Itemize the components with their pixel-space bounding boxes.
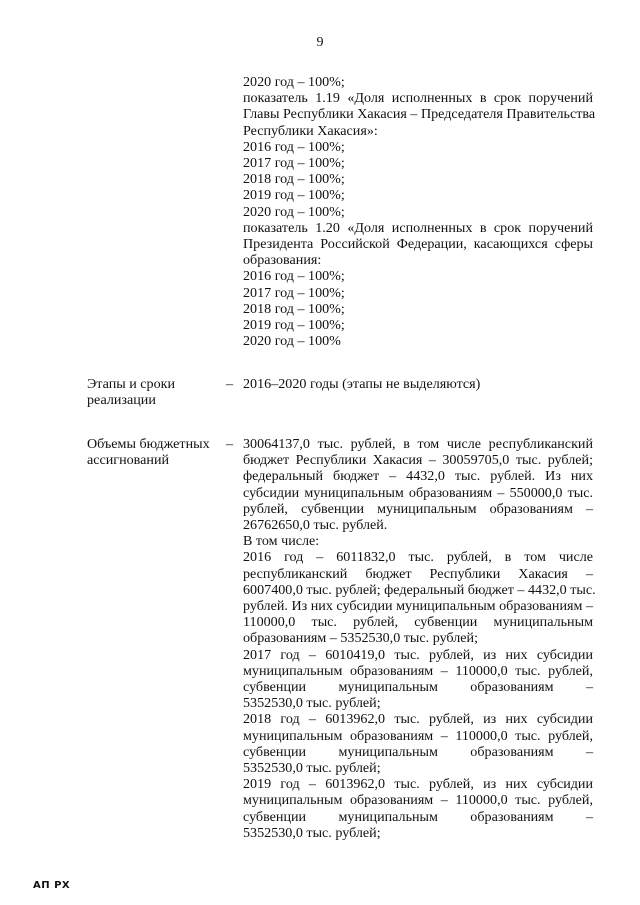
footer-mark: АП РХ	[33, 880, 71, 891]
budget-line: 2019 год – 6013962,0 тыс. рублей, из них субсидии	[243, 776, 593, 793]
budget-line: 26762650,0 тыс. рублей.	[243, 517, 388, 534]
budget-line: муниципальным образованиям – 110000,0 тыс. рублей,	[243, 727, 593, 744]
budget-line: рублей. Из них субсидии муниципальным образованиям –	[243, 598, 593, 615]
stages-label-line: реализации	[87, 392, 156, 409]
indicator-line: 2019 год – 100%;	[243, 187, 345, 204]
budget-line: федеральный бюджет – 4432,0 тыс. рублей. Из них	[243, 468, 593, 485]
budget-line: 5352530,0 тыс. рублей;	[243, 760, 381, 777]
budget-line: республиканский бюджет Республики Хакасия –	[243, 565, 593, 582]
budget-line: субсидии муниципальным образованиям – 550000,0 тыс.	[243, 484, 593, 501]
budget-line: субвенции муниципальным образованиям –	[243, 679, 593, 696]
indicator-line: 2020 год – 100%	[243, 333, 341, 350]
budget-label	[87, 436, 222, 468]
budget-block	[243, 436, 596, 841]
indicator-line: 2020 год – 100%;	[243, 74, 345, 90]
indicators-block	[243, 74, 596, 350]
indicator-line: 2016 год – 100%;	[243, 268, 345, 285]
budget-line: субвенции муниципальным образованиям –	[243, 743, 593, 760]
budget-label-line: ассигнований	[87, 452, 170, 469]
indicator-line: Республики Хакасия»:	[243, 122, 378, 139]
indicator-line: 2017 год – 100%;	[243, 284, 345, 301]
budget-line: 110000,0 тыс. рублей, субвенции муниципальным	[243, 614, 593, 631]
budget-line: образованиям – 5352530,0 тыс. рублей;	[243, 630, 478, 647]
stages-dash: –	[226, 376, 234, 392]
budget-line: 2017 год – 6010419,0 тыс. рублей, из них субсидии	[243, 646, 593, 663]
indicator-line: Главы Республики Хакасия – Председателя Правительства	[243, 106, 596, 123]
indicator-line: 2018 год – 100%;	[243, 300, 345, 317]
stages-value: 2016–2020 годы (этапы не выделяются)	[243, 376, 481, 392]
budget-line: 2016 год – 6011832,0 тыс. рублей, в том числе	[243, 549, 593, 566]
budget-line: субвенции муниципальным образованиям –	[243, 808, 593, 825]
indicator-line: 2017 год – 100%;	[243, 155, 345, 172]
stages-label	[87, 376, 222, 408]
indicator-line: 2019 год – 100%;	[243, 317, 345, 334]
indicator-line: образования:	[243, 252, 322, 269]
page-number: 9	[316, 35, 324, 50]
indicator-line: 2016 год – 100%;	[243, 138, 345, 155]
budget-line: бюджет Республики Хакасия – 30059705,0 тыс. рублей;	[243, 452, 593, 469]
indicator-line: показатель 1.19 «Доля исполненных в срок поручений	[243, 90, 593, 107]
indicator-line: показатель 1.20 «Доля исполненных в срок поручений	[243, 219, 593, 236]
budget-line: муниципальным образованиям – 110000,0 тыс. рублей,	[243, 792, 593, 809]
budget-line: 2018 год – 6013962,0 тыс. рублей, из них субсидии	[243, 711, 593, 728]
budget-label-line: Объемы бюджетных	[87, 436, 210, 452]
stages-label-line: Этапы и сроки	[87, 376, 176, 392]
budget-line: муниципальным образованиям – 110000,0 тыс. рублей,	[243, 662, 593, 679]
budget-line: 5352530,0 тыс. рублей;	[243, 824, 381, 841]
indicator-line: 2020 год – 100%;	[243, 203, 345, 220]
budget-line: рублей, субвенции муниципальным образованиям –	[243, 500, 593, 517]
budget-line: В том числе:	[243, 533, 320, 550]
budget-line: 5352530,0 тыс. рублей;	[243, 695, 381, 712]
budget-dash: –	[226, 436, 234, 452]
budget-line: 30064137,0 тыс. рублей, в том числе республиканский	[243, 436, 593, 452]
indicator-line: 2018 год – 100%;	[243, 171, 345, 188]
indicator-line: Президента Российской Федерации, касающихся сферы	[243, 236, 593, 253]
budget-line: 6007400,0 тыс. рублей; федеральный бюджет – 4432,0 тыс.	[243, 581, 596, 598]
